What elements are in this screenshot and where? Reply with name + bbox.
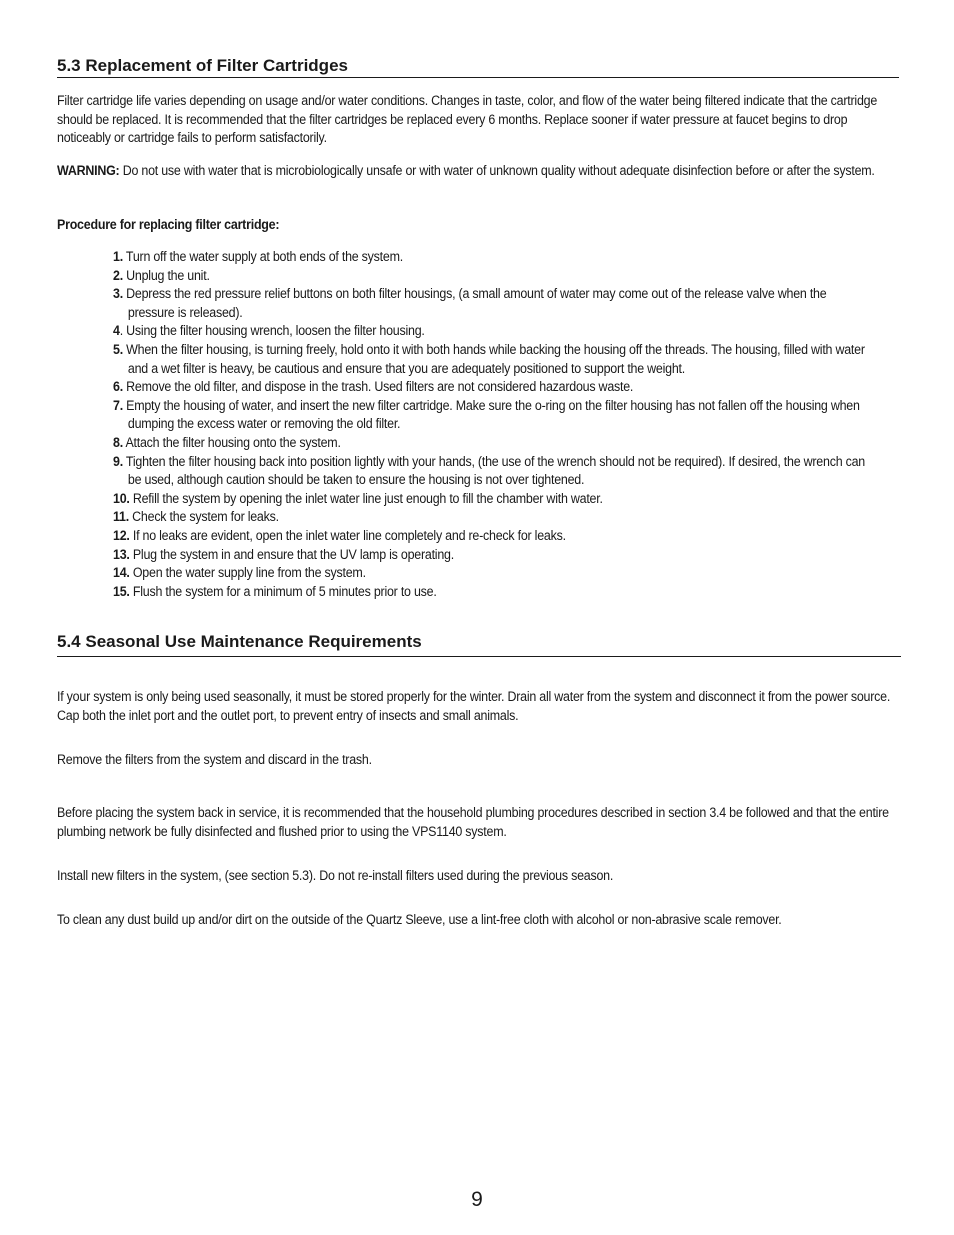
procedure-step: 4. Using the filter housing wrench, loosen the filter housing. bbox=[113, 323, 425, 339]
procedure-step: 3. Depress the red pressure relief buttons on both filter housings, (a small amount of water may come out of the release valve when the pressure is released). bbox=[113, 286, 827, 320]
remove-filters-paragraph: Remove the filters from the system and discard in the trash. bbox=[57, 752, 372, 767]
procedure-step: 2. Unplug the unit. bbox=[113, 267, 210, 283]
page-number: 9 bbox=[471, 1188, 483, 1211]
procedure-step: 8. Attach the filter housing onto the system. bbox=[113, 434, 341, 450]
quartz-sleeve-paragraph: To clean any dust build up and/or dirt on the outside of the Quartz Sleeve, use a lint-free cloth with alcohol or non-abrasive scale remover. bbox=[57, 912, 782, 927]
procedure-title: Procedure for replacing filter cartridge: bbox=[57, 217, 280, 232]
procedure-step: 6. Remove the old filter, and dispose in the trash. Used filters are not considered hazardous waste. bbox=[113, 379, 634, 395]
procedure-step: 12. If no leaks are evident, open the inlet water line completely and re-check for leaks. bbox=[113, 527, 566, 543]
procedure-step: 11. Check the system for leaks. bbox=[113, 509, 279, 525]
section-5-4-rule bbox=[57, 656, 901, 657]
procedure-step: 1. Turn off the water supply at both ends of the system. bbox=[113, 249, 403, 264]
warning-text: Do not use with water that is microbiologically unsafe or with water of unknown quality without adequate disinfection before or after the system. bbox=[119, 163, 875, 178]
warning-paragraph bbox=[57, 162, 899, 181]
return-to-service-paragraph: Before placing the system back in service, it is recommended that the household plumbing procedures described in section 3.4 be followed and that the entire plumbing network be fully disinfected and flushed prior to using the VPS1140 system. bbox=[57, 805, 889, 839]
warning-label: WARNING: bbox=[57, 163, 120, 178]
procedure-step: 9. Tighten the filter housing back into position lightly with your hands, (the use of the wrench should not be required). If desired, the wrench can be used, although caution should be taken to ensure the housing is not over tightened. bbox=[113, 453, 866, 488]
procedure-step: 14. Open the water supply line from the system. bbox=[113, 565, 366, 581]
procedure-steps-list bbox=[113, 248, 876, 601]
section-5-3-rule bbox=[57, 77, 899, 78]
procedure-step: 15. Flush the system for a minimum of 5 minutes prior to use. bbox=[113, 583, 437, 599]
filter-life-paragraph: Filter cartridge life varies depending on usage and/or water conditions. Changes in taste, color, and flow of the water being filtered indicate that the cartridge should be replaced. It is recommended that the filter cartridges be replaced every 6 months. Replace sooner if water pressure at faucet begins to drop noticeably or cartridge fails to perform satisfactorily. bbox=[57, 93, 878, 145]
section-5-4-heading: 5.4 Seasonal Use Maintenance Requirements bbox=[57, 632, 422, 651]
procedure-step: 10. Refill the system by opening the inlet water line just enough to fill the chamber with water. bbox=[113, 490, 603, 506]
seasonal-storage-paragraph: If your system is only being used seasonally, it must be stored properly for the winter. Drain all water from the system and disconnect it from the power source. Cap both the inlet port and the outlet port, to prevent entry of insects and small animals. bbox=[57, 689, 891, 723]
procedure-step: 13. Plug the system in and ensure that the UV lamp is operating. bbox=[113, 546, 454, 562]
install-filters-paragraph: Install new filters in the system, (see section 5.3). Do not re-install filters used during the previous season. bbox=[57, 868, 614, 883]
procedure-step: 5. When the filter housing, is turning freely, hold onto it with both hands while backing the housing off the threads. The housing, filled with water and a wet filter is heavy, be cautious and ensure that you are adequately positioned to support the weight. bbox=[113, 341, 865, 376]
section-5-3-heading: 5.3 Replacement of Filter Cartridges bbox=[57, 56, 348, 75]
procedure-step: 7. Empty the housing of water, and insert the new filter cartridge. Make sure the o-ring on the filter housing has not fallen off the housing when dumping the excess water or removing the old filter. bbox=[113, 397, 860, 432]
